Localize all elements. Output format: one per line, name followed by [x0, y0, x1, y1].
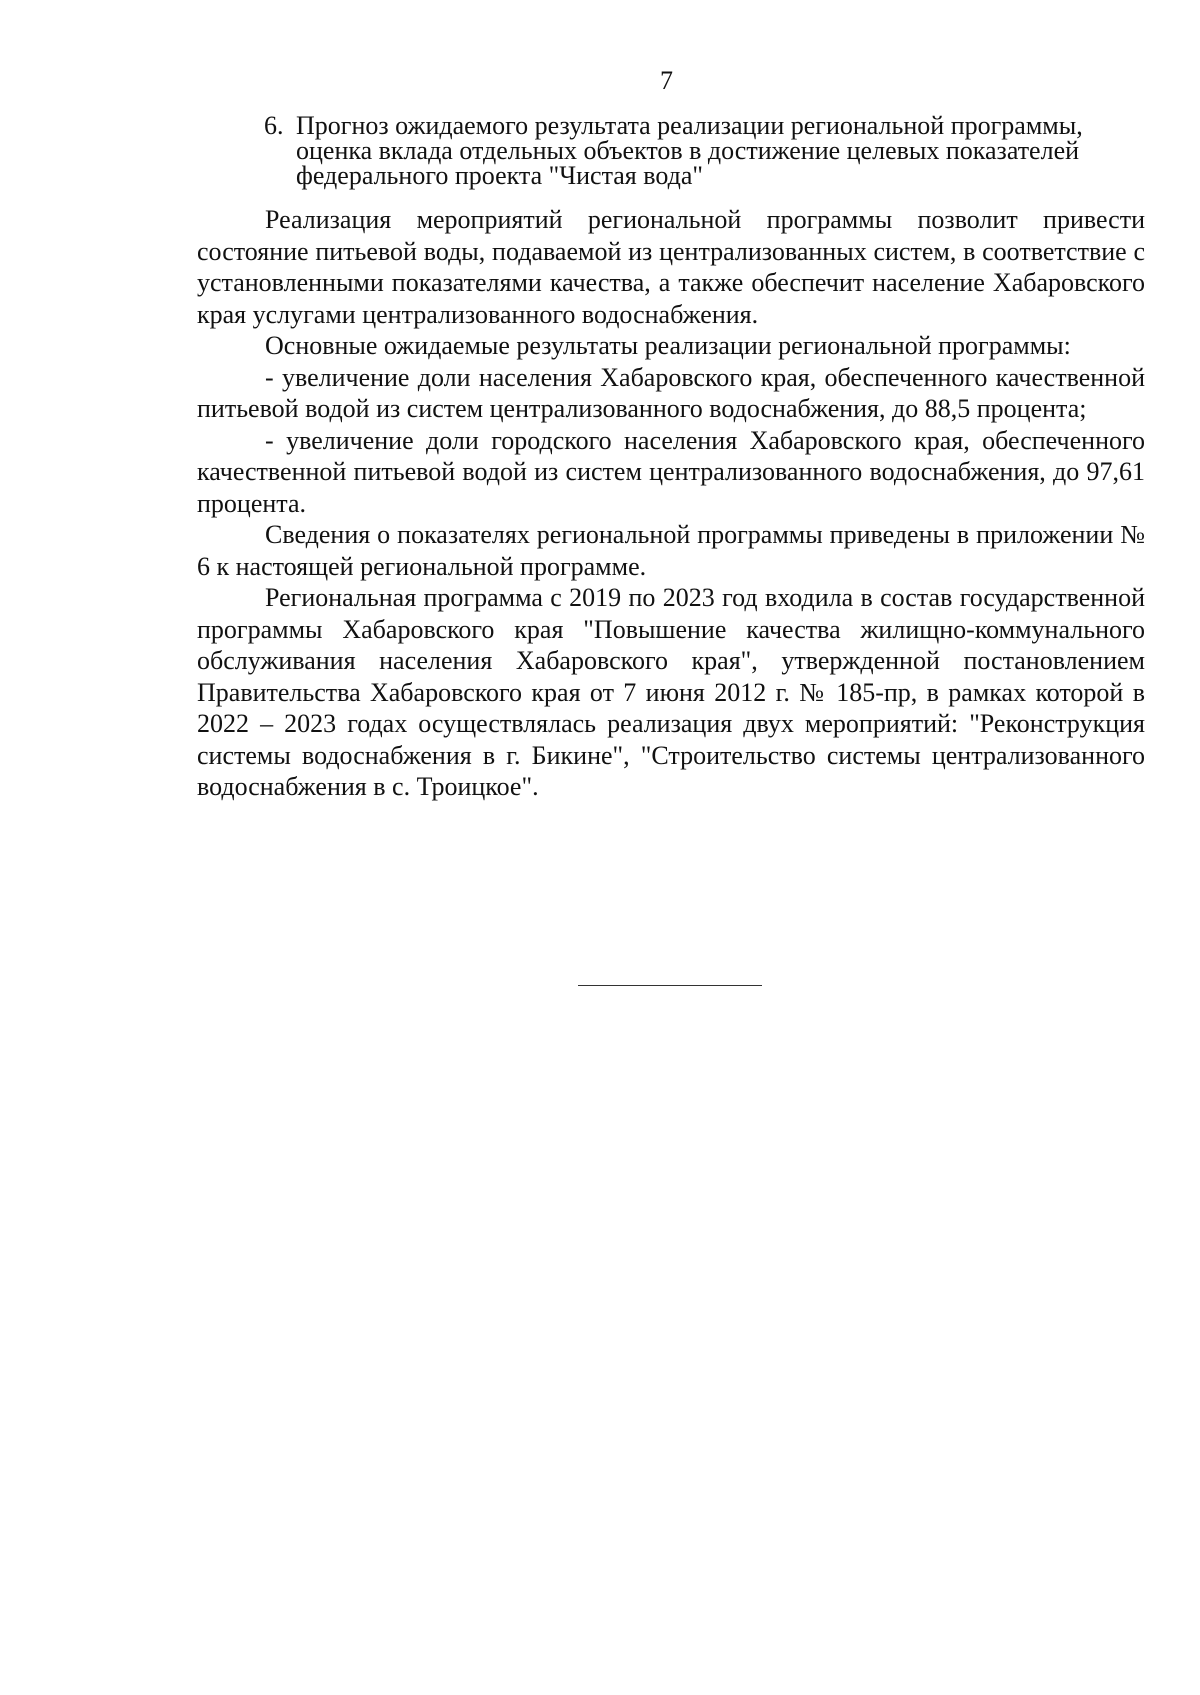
section-title-line-3: федерального проекта "Чистая вода" — [296, 161, 703, 190]
page-number: 7 — [660, 66, 673, 95]
section-title-line-2: оценка вклада отдельных объектов в достижение целевых показателей — [296, 136, 1080, 165]
closing-divider — [578, 985, 762, 986]
section-title-line-1: Прогноз ожидаемого результата реализации региональной программы, — [296, 111, 1083, 140]
section-number: 6. — [264, 111, 284, 140]
document-body — [197, 204, 1145, 803]
section-heading — [264, 113, 1144, 188]
list-item-population-share: - увеличение доли населения Хабаровского края, обеспеченного качественной питьевой водой из систем централизованного водоснабжения, до 88,5 процента; — [197, 362, 1145, 423]
paragraph-implementation: Реализация мероприятий региональной программы позволит привести состояние питьевой воды, подаваемой из централизованных систем, в соответствие с установленными показателями качества, а также обеспечит население Хабаровского края услугами централизованного водоснабжения. — [197, 205, 1145, 329]
section-heading-line-1 — [264, 113, 1144, 138]
list-item-urban-population-share: - увеличение доли городского населения Хабаровского края, обеспеченного качественной питьевой водой из систем централизованного водоснабжения, до 97,61 процента. — [197, 425, 1145, 518]
paragraph-indicators-reference: Сведения о показателях региональной программы приведены в приложении № 6 к настоящей региональной программе. — [197, 520, 1145, 581]
paragraph-expected-results: Основные ожидаемые результаты реализации региональной программы: — [265, 331, 1071, 360]
paragraph-state-program: Региональная программа с 2019 по 2023 год входила в состав государственной программы Хабаровского края "Повышение качества жилищно-коммунального обслуживания населения Хабаровского края", утвержденной постановлением Правительства Хабаровского края от 7 июня 2012 г. № 185-пр, в рамках которой в 2022 – 2023 годах осуществлялась реализация двух мероприятий: "Реконструкция системы водоснабжения в г. Бикине", "Строительство системы централизованного водоснабжения в с. Троицкое". — [197, 583, 1145, 801]
